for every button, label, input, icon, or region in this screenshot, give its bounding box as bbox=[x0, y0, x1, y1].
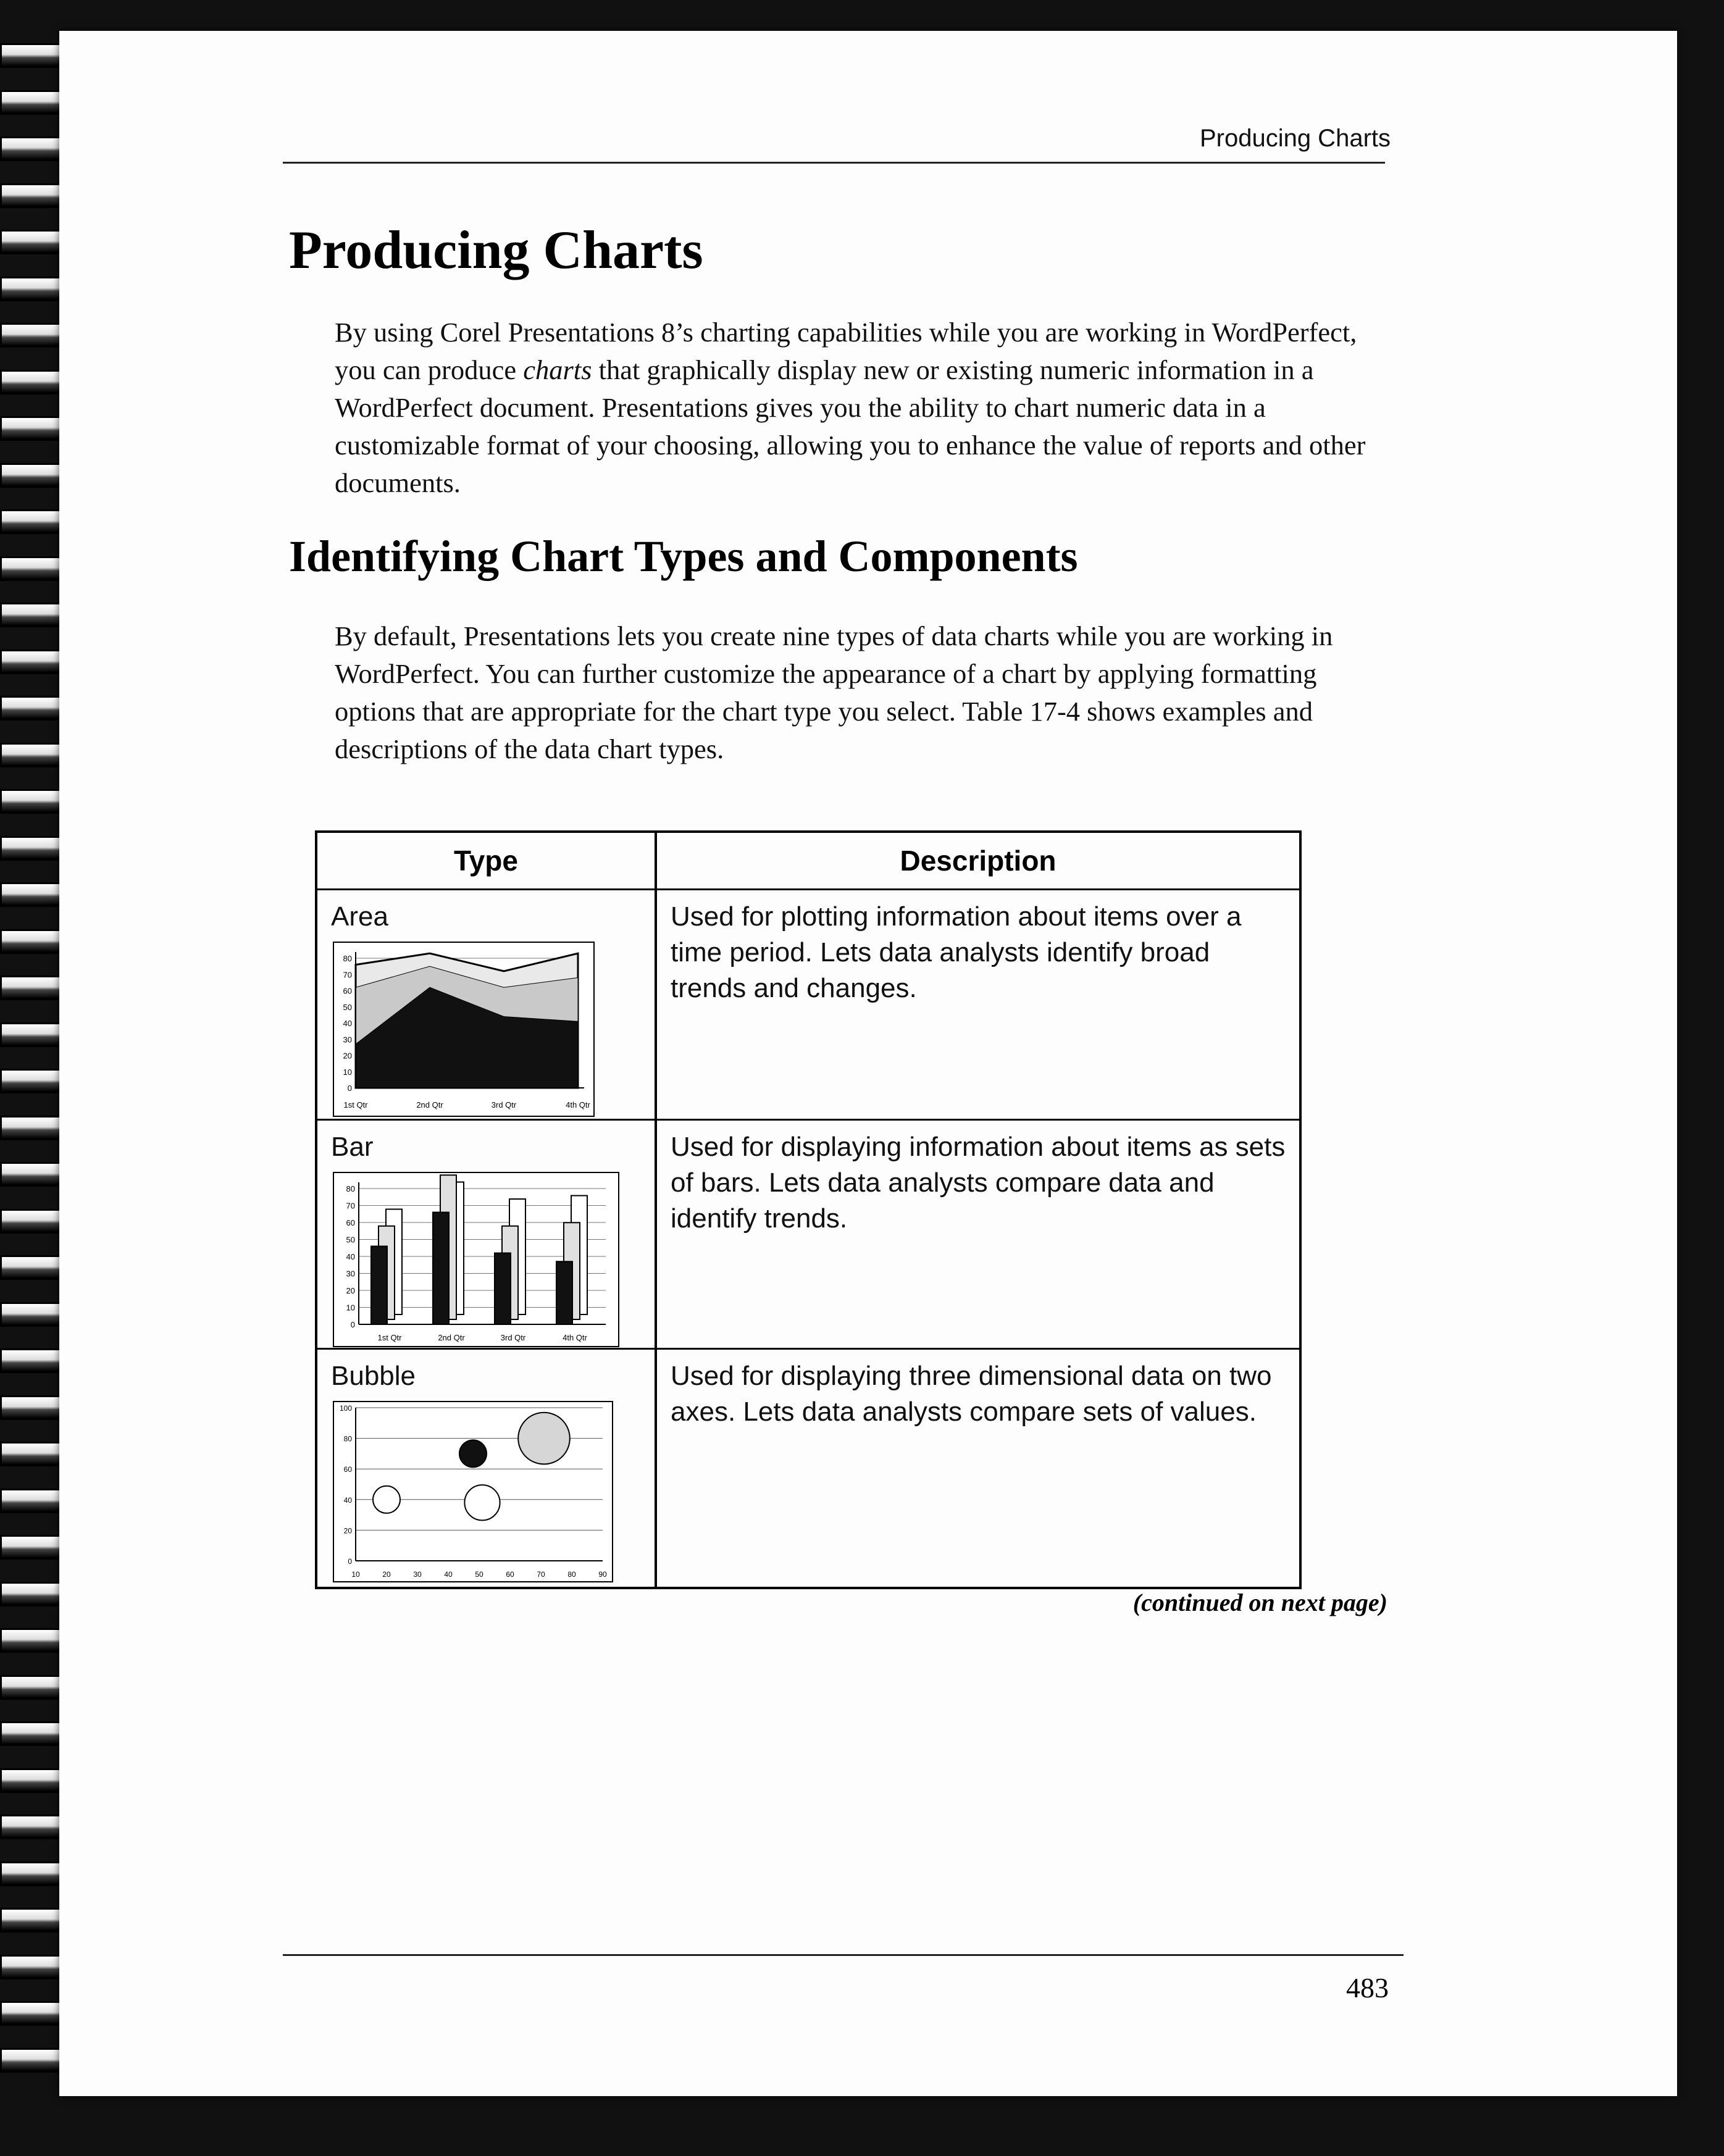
x-tick-label: 4th Qtr bbox=[566, 1100, 590, 1109]
type-name: Area bbox=[331, 901, 388, 932]
x-tick-label: 60 bbox=[506, 1570, 514, 1579]
bubble bbox=[373, 1486, 400, 1513]
table-row bbox=[317, 1350, 1299, 1587]
y-tick-label: 40 bbox=[343, 1019, 352, 1028]
y-tick-label: 10 bbox=[346, 1303, 355, 1313]
y-tick-label: 40 bbox=[343, 1495, 352, 1505]
y-tick-label: 0 bbox=[348, 1557, 352, 1566]
section-heading: Identifying Chart Types and Components bbox=[289, 532, 1078, 581]
x-tick-label: 3rd Qtr bbox=[500, 1333, 526, 1342]
type-name: Bubble bbox=[331, 1361, 416, 1391]
y-tick-label: 20 bbox=[346, 1286, 355, 1295]
x-tick-label: 20 bbox=[382, 1570, 391, 1579]
type-name: Bar bbox=[331, 1132, 374, 1162]
page-title: Producing Charts bbox=[289, 220, 703, 280]
x-tick-label: 40 bbox=[444, 1570, 453, 1579]
table-row bbox=[317, 890, 1299, 1121]
type-description: Used for displaying information about items as sets of bars. Lets data analysts compare data and identify trends. bbox=[671, 1132, 1286, 1234]
type-cell bbox=[317, 1350, 657, 1587]
description-cell bbox=[657, 1121, 1299, 1348]
header-description: Description bbox=[900, 845, 1057, 877]
x-tick-label: 1st Qtr bbox=[377, 1333, 402, 1342]
description-cell bbox=[657, 1350, 1299, 1587]
body-paragraph: By default, Presentations lets you create nine types of data charts while you are working in WordPerfect. You can further customize the appearance of a chart by applying formatting options that are appropriate for the chart type you select. Table 17-4 shows examples and descriptions of the data chart types. bbox=[335, 620, 1333, 764]
y-tick-label: 60 bbox=[346, 1218, 355, 1227]
bar bbox=[433, 1213, 449, 1325]
intro-emphasis: charts bbox=[523, 354, 592, 385]
page-number: 483 bbox=[1346, 1972, 1389, 2003]
y-tick-label: 80 bbox=[343, 1434, 352, 1444]
bubble bbox=[464, 1485, 500, 1520]
description-cell bbox=[657, 890, 1299, 1119]
bar bbox=[371, 1247, 387, 1325]
type-cell bbox=[317, 1121, 657, 1348]
intro-text-end: that graphically display new or existing numeric information in a WordPerfect document. Presentations gives you the ability to chart numeric data in a customizable format of your choosing, allowing you to enhance the value of reports and other documents. bbox=[335, 354, 1366, 498]
y-tick-label: 40 bbox=[346, 1252, 355, 1261]
bar-chart-thumbnail bbox=[331, 1170, 621, 1349]
footer-rule bbox=[283, 1954, 1404, 1956]
type-description: Used for displaying three dimensional data on two axes. Lets data analysts compare sets of values. bbox=[671, 1361, 1272, 1427]
x-tick-label: 2nd Qtr bbox=[438, 1333, 465, 1342]
header-type: Type bbox=[317, 833, 657, 888]
table-row bbox=[317, 1121, 1299, 1350]
y-tick-label: 80 bbox=[346, 1184, 355, 1193]
y-tick-label: 0 bbox=[347, 1084, 352, 1093]
intro-text-start: By using Corel Presentations 8’s charting capabilities while you are working in WordPerfect, you can produce bbox=[335, 317, 1357, 385]
y-tick-label: 80 bbox=[343, 954, 352, 963]
x-tick-label: 10 bbox=[351, 1570, 360, 1579]
y-tick-label: 60 bbox=[343, 986, 352, 996]
continued-note: (continued on next page) bbox=[1132, 1589, 1387, 1616]
y-tick-label: 0 bbox=[350, 1320, 355, 1329]
x-tick-label: 1st Qtr bbox=[343, 1100, 368, 1109]
y-tick-label: 30 bbox=[346, 1269, 355, 1279]
chart-types-table bbox=[315, 830, 1302, 1589]
bar bbox=[495, 1253, 511, 1325]
x-tick-label: 90 bbox=[598, 1570, 607, 1579]
x-tick-label: 2nd Qtr bbox=[416, 1100, 443, 1109]
header-rule bbox=[283, 162, 1385, 164]
y-tick-label: 70 bbox=[346, 1201, 355, 1211]
x-tick-label: 70 bbox=[537, 1570, 545, 1579]
x-tick-label: 4th Qtr bbox=[563, 1333, 587, 1342]
y-tick-label: 30 bbox=[343, 1035, 352, 1045]
y-tick-label: 50 bbox=[343, 1002, 352, 1012]
table-header-row bbox=[317, 833, 1299, 890]
bubble-chart-thumbnail bbox=[331, 1399, 615, 1584]
type-description: Used for plotting information about items over a time period. Lets data analysts identify broad trends and changes. bbox=[671, 901, 1242, 1003]
y-tick-label: 20 bbox=[343, 1051, 352, 1061]
bubble bbox=[518, 1413, 570, 1464]
x-tick-label: 50 bbox=[475, 1570, 483, 1579]
y-tick-label: 20 bbox=[343, 1526, 352, 1536]
y-tick-label: 70 bbox=[343, 970, 352, 980]
bar bbox=[556, 1261, 572, 1324]
x-tick-label: 3rd Qtr bbox=[491, 1100, 517, 1109]
intro-paragraph bbox=[335, 314, 1384, 502]
y-tick-label: 60 bbox=[343, 1465, 352, 1474]
x-tick-label: 80 bbox=[567, 1570, 576, 1579]
x-tick-label: 30 bbox=[413, 1570, 422, 1579]
y-tick-label: 10 bbox=[343, 1067, 352, 1077]
running-head: Producing Charts bbox=[1199, 125, 1391, 152]
bubble bbox=[459, 1440, 487, 1467]
y-tick-label: 50 bbox=[346, 1235, 355, 1245]
type-cell bbox=[317, 890, 657, 1119]
y-tick-label: 100 bbox=[339, 1404, 352, 1413]
area-chart-thumbnail bbox=[331, 940, 596, 1119]
